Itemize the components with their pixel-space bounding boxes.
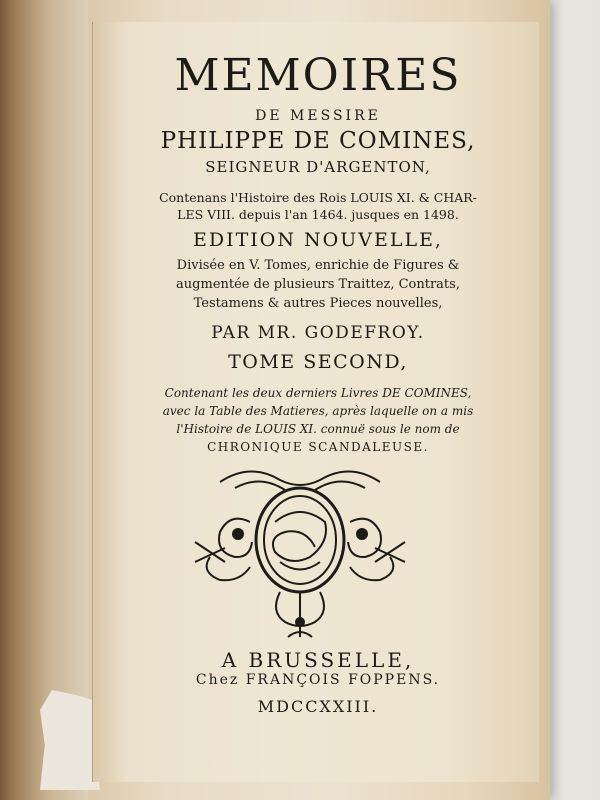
contents-line-1: Contenant les deux derniers Livres DE COMINES, xyxy=(164,386,472,400)
content-line-2: LES VIII. depuis l'an 1464. jusques en 1498. xyxy=(177,207,459,222)
printer-device-ornament-icon xyxy=(180,462,420,642)
imprint-city: A BRUSSELLE, xyxy=(221,648,415,672)
description-line-2: augmentée de plusieurs Traittez, Contrats, xyxy=(176,277,460,292)
book-spine xyxy=(0,0,88,800)
author-name: PHILIPPE DE COMINES, xyxy=(160,128,476,154)
description-line-3: Testamens & autres Pieces nouvelles, xyxy=(193,296,443,311)
description-line-1: Divisée en V. Tomes, enrichie de Figures & xyxy=(176,258,460,273)
contents-line-2: avec la Table des Matieres, après laquelle on a mis xyxy=(162,404,474,418)
content-line-1: Contenans l'Histoire des Rois LOUIS XI. & CHAR- xyxy=(159,190,477,205)
volume-line: TOME SECOND, xyxy=(228,351,408,373)
author-title: SEIGNEUR D'ARGENTON, xyxy=(205,158,431,176)
torn-spine-edge xyxy=(40,690,100,790)
title-line-2: DE MESSIRE xyxy=(255,108,381,124)
contents-line-3: l'Histoire de LOUIS XI. connuë sous le nom de xyxy=(176,422,460,436)
imprint-publisher: Chez FRANÇOIS FOPPENS. xyxy=(195,672,441,688)
imprint-date: MDCCXXIII. xyxy=(257,697,379,716)
editor-line: PAR MR. GODEFROY. xyxy=(211,323,425,343)
title-line-1: MEMOIRES xyxy=(174,50,462,101)
contents-line-4: CHRONIQUE SCANDALEUSE. xyxy=(207,440,429,454)
edition-line: EDITION NOUVELLE, xyxy=(193,229,443,251)
